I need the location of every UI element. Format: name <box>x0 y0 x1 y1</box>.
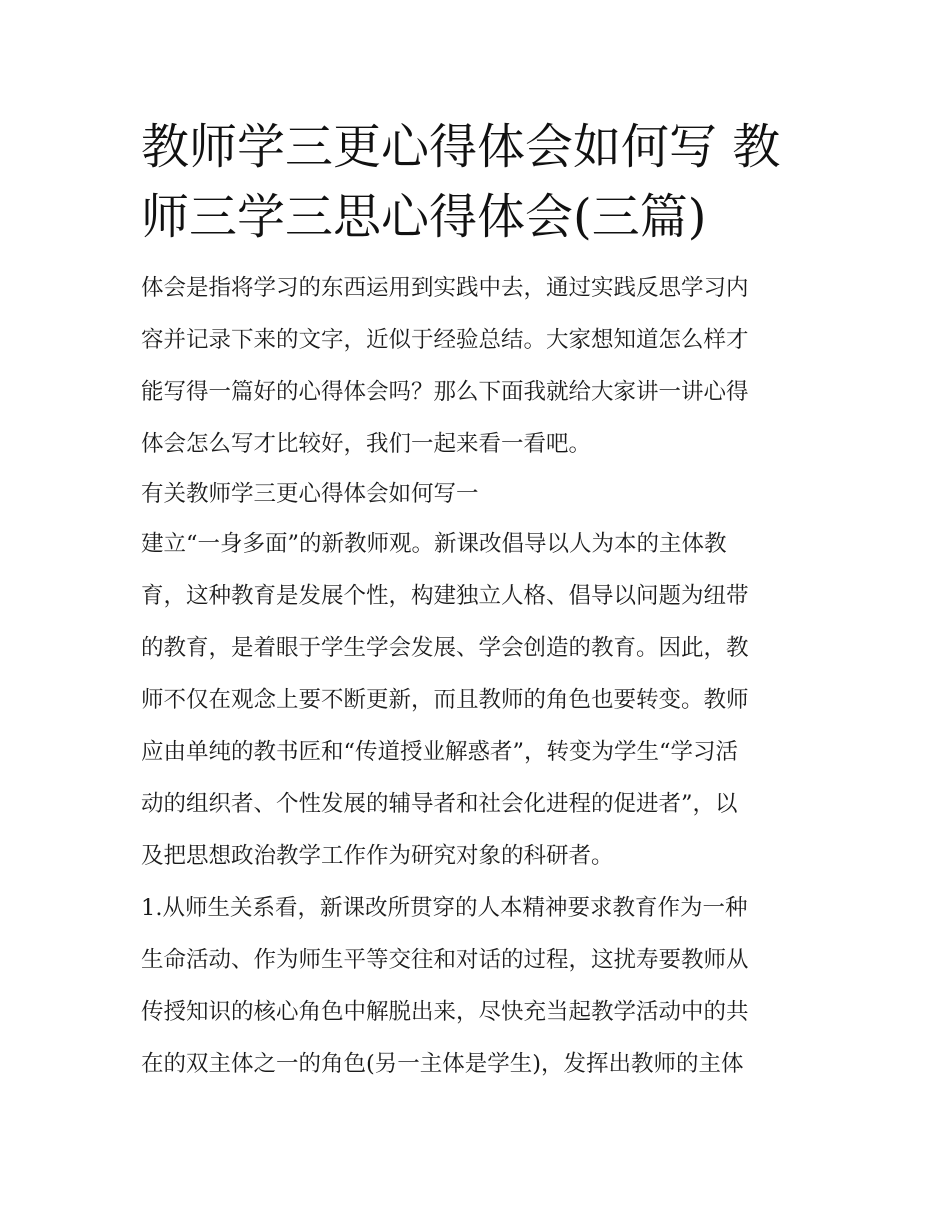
text-line: 能写得一篇好的心得体会吗？那么下面我就给大家讲一讲心得 <box>141 379 749 405</box>
text-line: 应由单纯的教书匠和“传道授业解惑者”，转变为学生“学习活 <box>141 739 739 765</box>
text-line: 传授知识的核心角色中解脱出来，尽快充当起教学活动中的共 <box>141 999 749 1025</box>
text-line: 的教育，是着眼于学生学会发展、学会创造的教育。因此，教 <box>141 635 749 661</box>
text-line: 及把思想政治教学工作作为研究对象的科研者。 <box>141 843 614 869</box>
text-line: 生命活动、作为师生平等交往和对话的过程，这扰寿要教师从 <box>141 947 749 973</box>
document-body <box>141 262 813 1090</box>
text-line: 建立“一身多面”的新教师观。新课改倡导以人为本的主体教 <box>141 531 727 557</box>
document-page <box>141 112 813 1090</box>
section-heading-text: 有关教师学三更心得体会如何写一 <box>141 481 479 507</box>
document-title <box>141 112 813 252</box>
text-line: 体会怎么写才比较好，我们一起来看一看吧。 <box>141 431 592 457</box>
numbered-paragraph <box>141 882 813 1090</box>
text-line: 育，这种教育是发展个性，构建独立人格、倡导以问题为纽带 <box>141 583 749 609</box>
text-line: 体会是指将学习的东西运用到实践中去，通过实践反思学习内 <box>141 275 749 301</box>
intro-paragraph <box>141 262 813 470</box>
title-line: 教师学三更心得体会如何写 教 <box>141 119 781 175</box>
text-line: 在的双主体之一的角色(另一主体是学生)，发挥出教师的主体 <box>141 1051 744 1077</box>
text-line: 容并记录下来的文字，近似于经验总结。大家想知道怎么样才 <box>141 327 749 353</box>
text-line: 动的组织者、个性发展的辅导者和社会化进程的促进者”，以 <box>141 791 738 817</box>
text-line: 1.从师生关系看，新课改所贯穿的人本精神要求教育作为一种 <box>141 895 748 921</box>
text-line: 师不仅在观念上要不断更新，而且教师的角色也要转变。教师 <box>141 687 749 713</box>
title-line: 师三学三思心得体会(三篇) <box>141 189 707 245</box>
body-paragraph <box>141 518 813 882</box>
section-heading <box>141 470 813 518</box>
